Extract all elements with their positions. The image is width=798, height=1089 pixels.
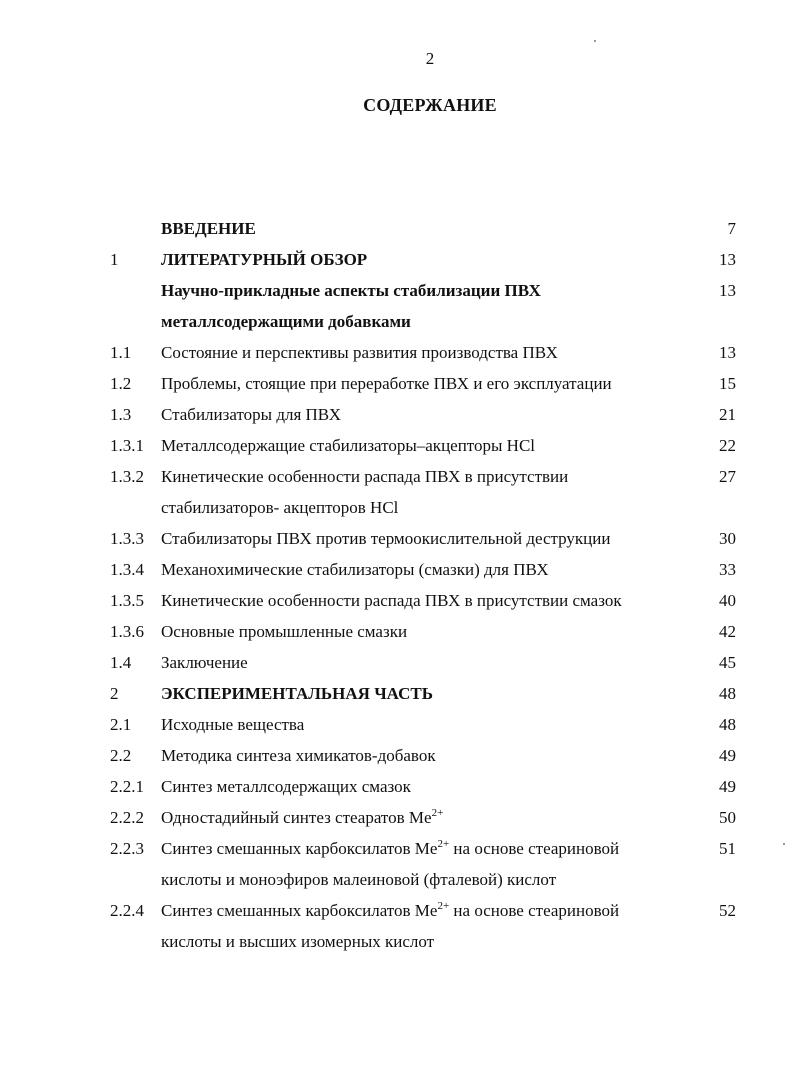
toc-row xyxy=(0,926,798,957)
toc-row xyxy=(0,616,798,647)
toc-entry-title xyxy=(161,337,558,368)
toc-entry-text: Научно-прикладные аспекты стабилизации ПВХ xyxy=(161,281,541,300)
toc-row xyxy=(0,461,798,492)
toc-entry-text: Стабилизаторы ПВХ против термоокислительной деструкции xyxy=(161,529,611,548)
toc-entry-title xyxy=(161,771,411,802)
toc-section-number: 1.3.6 xyxy=(110,622,144,641)
toc-section-number: 1.1 xyxy=(110,343,132,362)
page-title: СОДЕРЖАНИЕ xyxy=(363,95,497,115)
toc-entry-text: Проблемы, стоящие при переработке ПВХ и его эксплуатации xyxy=(161,374,612,393)
toc-page-number: 13 xyxy=(719,343,736,362)
toc-section-number: 2 xyxy=(110,684,119,703)
toc-row xyxy=(0,709,798,740)
toc-section-number: 1.2 xyxy=(110,374,132,393)
toc-entry-title xyxy=(161,833,619,864)
toc-row xyxy=(0,368,798,399)
toc-entry-text: Одностадийный синтез стеаратов Me xyxy=(161,808,432,827)
toc-row xyxy=(0,492,798,523)
toc-section-number: 2.2 xyxy=(110,746,132,765)
toc-entry-text: Методика синтеза химикатов-добавок xyxy=(161,746,436,765)
toc-page-number: 27 xyxy=(719,467,736,486)
toc-entry-title xyxy=(161,306,411,337)
toc-page-number: 13 xyxy=(719,281,736,300)
toc-entry-title xyxy=(161,430,535,461)
toc-entry-text: Синтез смешанных карбоксилатов Me xyxy=(161,839,438,858)
toc-entry-text: Состояние и перспективы развития производства ПВХ xyxy=(161,343,558,362)
toc-row xyxy=(0,647,798,678)
toc-row xyxy=(0,554,798,585)
toc-section-number: 2.2.3 xyxy=(110,839,144,858)
toc-entry-title xyxy=(161,678,433,709)
toc-section-number: 1.3.5 xyxy=(110,591,144,610)
toc-entry-text: Кинетические особенности распада ПВХ в присутствии смазок xyxy=(161,591,622,610)
toc-page-number: 13 xyxy=(719,250,736,269)
toc-section-number: 2.1 xyxy=(110,715,132,734)
toc-entry-title xyxy=(161,368,612,399)
toc-entry-title xyxy=(161,709,304,740)
toc-row xyxy=(0,740,798,771)
toc-entry-text: ВВЕДЕНИЕ xyxy=(161,219,256,238)
toc-entry-title xyxy=(161,523,610,554)
toc-entry-text: Основные промышленные смазки xyxy=(161,622,408,641)
toc-row xyxy=(0,213,798,244)
toc-entry-text: ЛИТЕРАТУРНЫЙ ОБЗОР xyxy=(161,250,368,269)
toc-row xyxy=(0,678,798,709)
toc-entry-text-continued: на основе стеариновой xyxy=(449,901,620,920)
toc-section-number: 1.4 xyxy=(110,653,132,672)
toc-entry-text: ЭКСПЕРИМЕНТАЛЬНАЯ ЧАСТЬ xyxy=(161,684,433,703)
toc-entry-title xyxy=(161,492,398,523)
toc-section-number: 1.3.1 xyxy=(110,436,144,455)
toc-row xyxy=(0,585,798,616)
toc-section-number: 1.3.3 xyxy=(110,529,144,548)
toc-entry-text: Заключение xyxy=(161,653,248,672)
toc-page-number: 40 xyxy=(719,591,736,610)
toc-entry-title xyxy=(161,895,619,926)
toc-entry-title xyxy=(161,461,568,492)
toc-page-number: 21 xyxy=(719,405,736,424)
toc-entry-text: Металлсодержащие стабилизаторы–акцепторы HCl xyxy=(161,436,536,455)
toc-entry-title xyxy=(161,244,367,275)
toc-section-number: 2.2.1 xyxy=(110,777,144,796)
toc-page-number: 48 xyxy=(719,684,736,703)
scan-speck xyxy=(594,40,596,42)
toc-entry-text: Синтез металлсодержащих смазок xyxy=(161,777,411,796)
toc-entry-text: Синтез смешанных карбоксилатов Me xyxy=(161,901,438,920)
toc-page-number: 48 xyxy=(719,715,736,734)
toc-row xyxy=(0,275,798,306)
toc-entry-text-continued: на основе стеариновой xyxy=(449,839,620,858)
toc-entry-text: металлсодержащими добавками xyxy=(161,312,411,331)
toc-section-number: 1.3 xyxy=(110,405,132,424)
toc-entry-title xyxy=(161,802,443,833)
toc-entry-title xyxy=(161,213,256,244)
toc-row xyxy=(0,864,798,895)
toc-page-number: 49 xyxy=(719,777,736,796)
toc-page-number: 51 xyxy=(719,839,736,858)
toc-page-number: 50 xyxy=(719,808,736,827)
table-of-contents xyxy=(0,213,798,957)
scan-speck xyxy=(783,843,785,845)
toc-row xyxy=(0,244,798,275)
toc-section-number: 1.3.4 xyxy=(110,560,144,579)
toc-page-number: 33 xyxy=(719,560,736,579)
toc-page-number: 52 xyxy=(719,901,736,920)
toc-row xyxy=(0,833,798,864)
toc-row xyxy=(0,802,798,833)
toc-entry-text: Исходные вещества xyxy=(161,715,305,734)
toc-section-number: 1 xyxy=(110,250,119,269)
toc-entry-title xyxy=(161,585,622,616)
page-number: 2 xyxy=(425,49,435,68)
toc-entry-title xyxy=(161,275,541,306)
toc-row xyxy=(0,399,798,430)
toc-section-number: 1.3.2 xyxy=(110,467,144,486)
toc-entry-title xyxy=(161,554,549,585)
toc-row xyxy=(0,306,798,337)
toc-page-number: 22 xyxy=(719,436,736,455)
toc-page-number: 30 xyxy=(719,529,736,548)
toc-row xyxy=(0,523,798,554)
toc-entry-superscript: 2+ xyxy=(437,838,450,850)
toc-section-number: 2.2.2 xyxy=(110,808,144,827)
toc-entry-text: Стабилизаторы для ПВХ xyxy=(161,405,341,424)
toc-entry-text: стабилизаторов- акцепторов HCl xyxy=(161,498,399,517)
toc-entry-title xyxy=(161,399,341,430)
toc-row xyxy=(0,771,798,802)
toc-entry-text: Механохимические стабилизаторы (смазки) для ПВХ xyxy=(161,560,549,579)
toc-entry-text: кислоты и моноэфиров малеиновой (фталевой) кислот xyxy=(161,870,557,889)
toc-row xyxy=(0,895,798,926)
toc-row xyxy=(0,430,798,461)
toc-page-number: 49 xyxy=(719,746,736,765)
toc-page-number: 42 xyxy=(719,622,736,641)
toc-entry-title xyxy=(161,864,556,895)
toc-page-number: 7 xyxy=(727,219,736,238)
toc-row xyxy=(0,337,798,368)
toc-entry-title xyxy=(161,926,434,957)
toc-page-number: 15 xyxy=(719,374,736,393)
toc-entry-title xyxy=(161,740,436,771)
toc-entry-title xyxy=(161,616,407,647)
toc-entry-superscript: 2+ xyxy=(437,900,450,912)
toc-entry-superscript: 2+ xyxy=(431,807,444,819)
toc-entry-title xyxy=(161,647,248,678)
toc-page-number: 45 xyxy=(719,653,736,672)
toc-section-number: 2.2.4 xyxy=(110,901,144,920)
toc-entry-text: Кинетические особенности распада ПВХ в присутствии xyxy=(161,467,569,486)
toc-entry-text: кислоты и высших изомерных кислот xyxy=(161,932,435,951)
